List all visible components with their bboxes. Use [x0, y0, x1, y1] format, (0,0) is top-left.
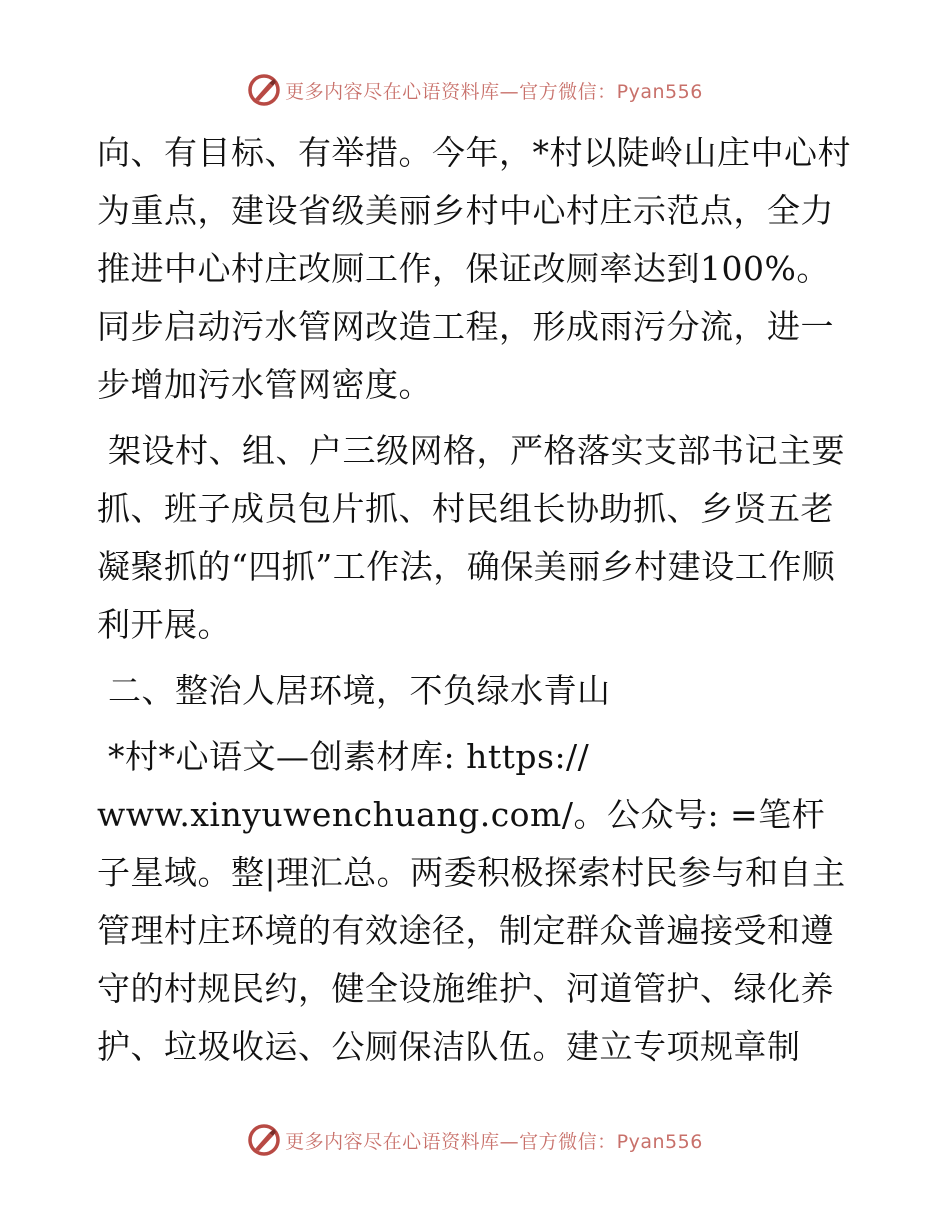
paragraph-2: 架设村、组、户三级网格，严格落实支部书记主要抓、班子成员包片抓、村民组长协助抓、乡贤五老凝聚抓的“四抓”工作法，确保美丽乡村建设工作顺利开展。	[97, 431, 845, 644]
header-watermark-text: 更多内容尽在心语资料库—官方微信：Pyan556	[285, 80, 703, 103]
pen-logo-icon	[247, 73, 281, 107]
paragraph-3: *村*心语文—创素材库: https://	[97, 737, 590, 776]
header-watermark	[0, 70, 950, 110]
paragraph-1: 向、有目标、有举措。今年，*村以陡岭山庄中心村为重点，建设省级美丽乡村中心村庄示范点，全力推进中心村庄改厕工作，保证改厕率达到100%。同步启动污水管网改造工程，形成雨污分流，进一步增加污水管网密度。	[97, 133, 851, 404]
paragraph-4: www.xinyuwenchuang.com/。公众号: =笔杆子星域。整|理汇总。两委积极探索村民参与和自主管理村庄环境的有效途径，制定群众普遍接受和遵守的村规民约，健全设施维护、河道管护、绿化养护、垃圾收运、公厕保洁队伍。建立专项规章制	[97, 795, 846, 1066]
section-heading: 二、整治人居环境，不负绿水青山	[97, 671, 611, 710]
pen-logo-icon	[247, 1123, 281, 1157]
footer-watermark-text: 更多内容尽在心语资料库—官方微信：Pyan556	[285, 1130, 703, 1153]
document-body	[97, 124, 857, 1076]
footer-watermark	[0, 1120, 950, 1160]
